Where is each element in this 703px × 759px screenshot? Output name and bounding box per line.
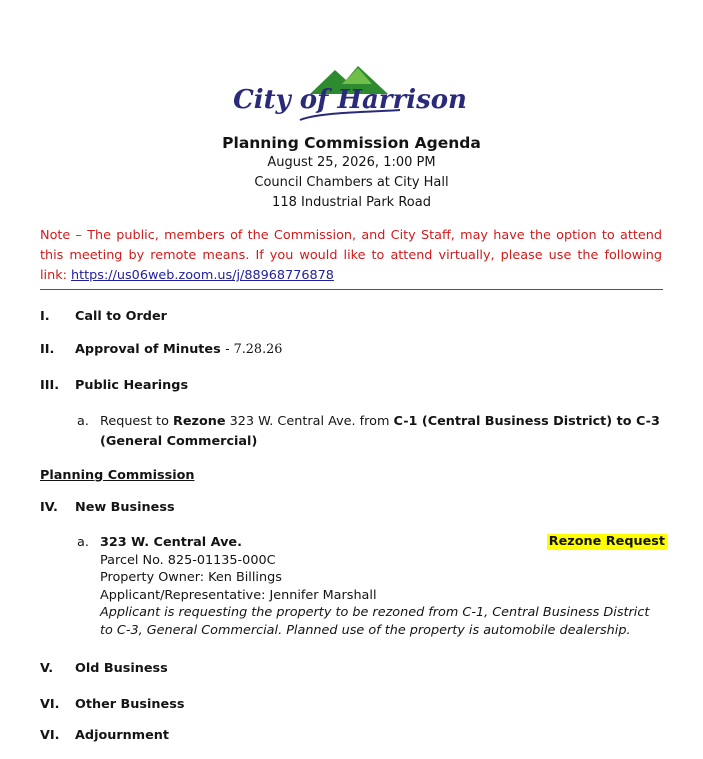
item-number: V. bbox=[40, 661, 54, 676]
item-number: III. bbox=[40, 378, 60, 393]
page-title: Planning Commission Agenda bbox=[222, 134, 481, 152]
item-label: Adjournment bbox=[75, 728, 170, 743]
meeting-location: Council Chambers at City Hall bbox=[254, 175, 449, 190]
zoom-link[interactable]: https://us06web.zoom.us/j/88968776878 bbox=[71, 268, 334, 283]
minutes-date: - 7.28.26 bbox=[225, 342, 283, 357]
rezone-request-badge: Rezone Request bbox=[548, 534, 665, 549]
item-label: Public Hearings bbox=[75, 378, 189, 393]
remote-attendance-note bbox=[40, 226, 662, 286]
applicant-representative: Applicant/Representative: Jennifer Marshall bbox=[100, 587, 377, 603]
hearing-pre: Request to bbox=[100, 414, 173, 429]
item-letter: a. bbox=[77, 535, 89, 550]
item-letter: a. bbox=[77, 414, 89, 429]
city-logo bbox=[233, 60, 467, 130]
meeting-address: 118 Industrial Park Road bbox=[272, 195, 431, 210]
item-label: Other Business bbox=[75, 697, 185, 712]
item-label: Approval of Minutes bbox=[75, 342, 221, 357]
agenda-header bbox=[0, 133, 703, 213]
hearing-address: 323 W. Central Ave. from bbox=[225, 414, 394, 429]
item-label: New Business bbox=[75, 500, 175, 515]
section-heading-planning-commission: Planning Commission bbox=[40, 468, 195, 483]
parcel-number: Parcel No. 825-01135-000C bbox=[100, 552, 276, 568]
item-number: VI. bbox=[40, 728, 60, 743]
item-number: VI. bbox=[40, 697, 60, 712]
item-label: Call to Order bbox=[75, 309, 167, 324]
hearing-zoning: C-1 (Central Business District) to C-3 (General Commercial) bbox=[100, 414, 660, 449]
item-label: Old Business bbox=[75, 661, 168, 676]
divider bbox=[40, 289, 663, 290]
meeting-date: August 25, 2026, 1:00 PM bbox=[267, 155, 436, 170]
item-number: I. bbox=[40, 309, 50, 324]
item-number: II. bbox=[40, 342, 55, 357]
item-number: IV. bbox=[40, 500, 58, 515]
note-text: Note – The public, members of the Commission, and City Staff, may have the option to attend this meeting by remote means. If you would like to attend virtually, please use the following link: bbox=[40, 228, 662, 283]
hearing-text bbox=[100, 412, 660, 452]
property-address: 323 W. Central Ave. bbox=[100, 535, 242, 550]
city-of-harrison-logo-icon bbox=[233, 60, 467, 130]
request-description: Applicant is requesting the property to be rezoned from C-1, Central Business District to C-3, General Commercial. Planned use of the property is automobile dealership. bbox=[100, 605, 650, 638]
logo-text: City of Harrison bbox=[233, 85, 467, 115]
property-owner: Property Owner: Ken Billings bbox=[100, 570, 282, 585]
hearing-rezone: Rezone bbox=[172, 414, 226, 429]
item-label-wrap bbox=[75, 342, 282, 357]
